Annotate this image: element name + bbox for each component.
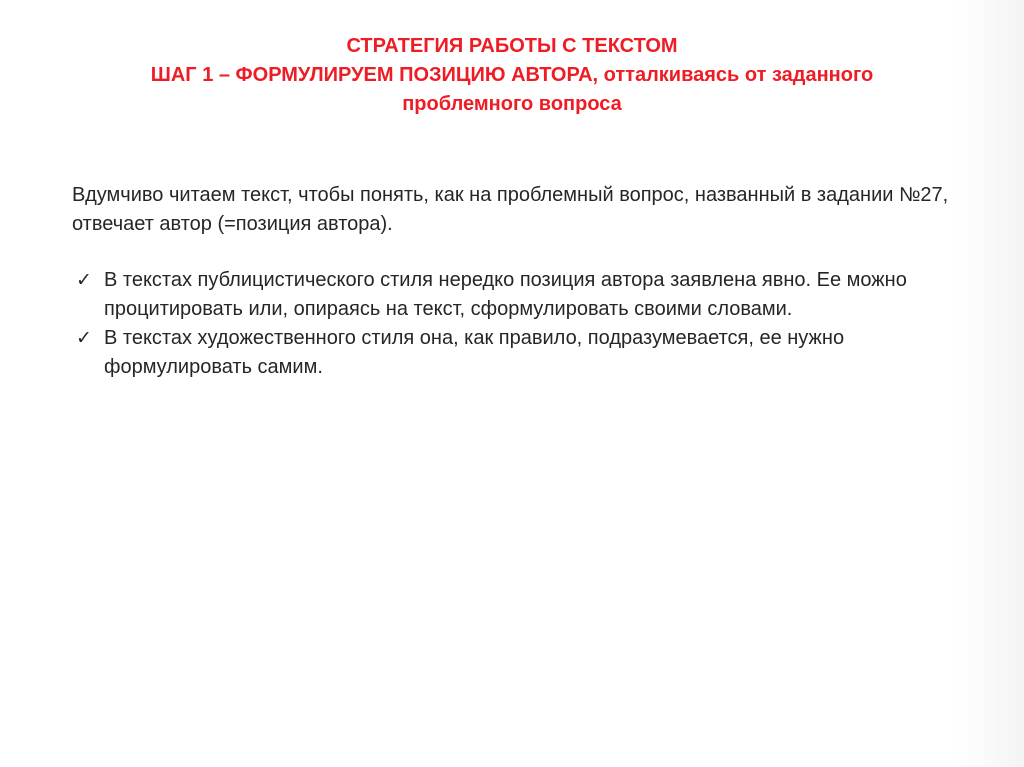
slide-body <box>72 181 952 382</box>
checkmark-icon: ✓ <box>76 328 92 349</box>
title-line-2-strong: ШАГ 1 – ФОРМУЛИРУЕМ ПОЗИЦИЮ АВТОРА, <box>150 64 599 86</box>
bullet-text: В текстах публицистического стиля нередко позиция автора заявлена явно. Ее можно процитировать или, опираясь на текст, сформулировать своими словами. <box>104 269 907 320</box>
intro-paragraph: Вдумчиво читаем текст, чтобы понять, как на проблемный вопрос, названный в задании №27, отвечает автор (=позиция автора). <box>72 184 949 235</box>
title-line-3: проблемного вопроса <box>402 93 622 115</box>
title-line-2 <box>60 61 964 90</box>
bullet-text: В текстах художественного стиля она, как правило, подразумевается, ее нужно формулировать самим. <box>104 327 845 378</box>
bullet-item-publicistic <box>72 266 952 324</box>
title-line-1: СТРАТЕГИЯ РАБОТЫ С ТЕКСТОМ <box>346 35 678 57</box>
bullet-item-artistic <box>72 324 952 382</box>
title-line-2-rest: отталкиваясь от заданного <box>598 64 874 86</box>
checkmark-icon: ✓ <box>76 270 92 291</box>
bullet-list <box>72 266 952 382</box>
slide-title <box>60 32 964 119</box>
slide-edge-shadow <box>954 0 1024 767</box>
